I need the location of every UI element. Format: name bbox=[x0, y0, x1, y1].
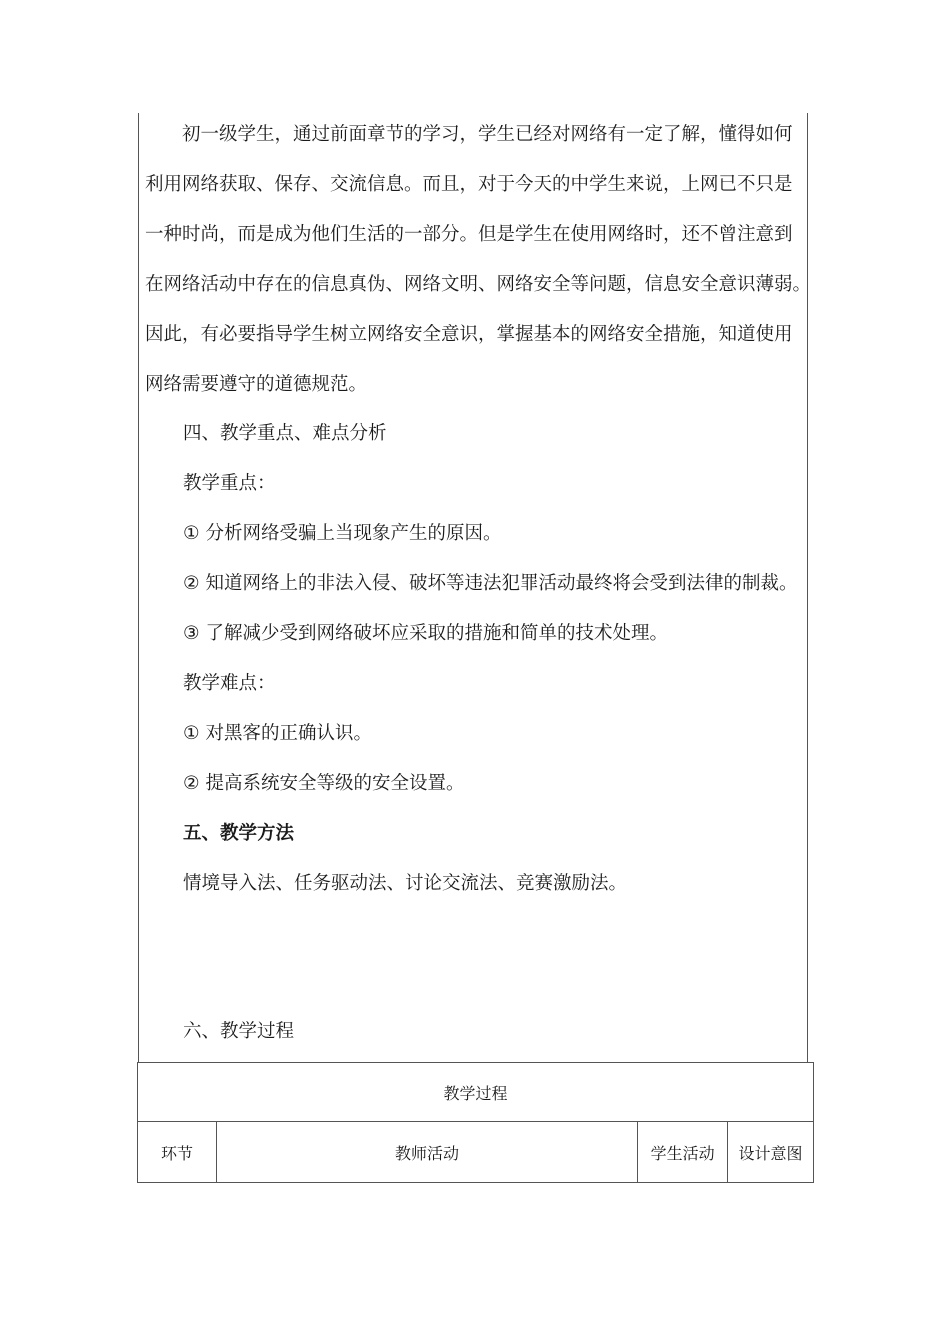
table-title-row bbox=[138, 1063, 814, 1122]
intro-line: 在网络活动中存在的信息真伪、网络文明、网络安全等问题，信息安全意识薄弱。 bbox=[145, 274, 812, 295]
difficulty-label: 教学难点： bbox=[183, 673, 276, 694]
table-header-row bbox=[138, 1122, 814, 1183]
column-header-teacher: 教师活动 bbox=[216, 1122, 637, 1183]
intro-line: 因此，有必要指导学生树立网络安全意识，掌握基本的网络安全措施，知道使用 bbox=[145, 324, 793, 345]
key-point-item: ③ 了解减少受到网络破坏应采取的措施和简单的技术处理。 bbox=[183, 623, 668, 644]
intro-line: 利用网络获取、保存、交流信息。而且，对于今天的中学生来说，上网已不只是 bbox=[145, 174, 793, 195]
column-header-intent: 设计意图 bbox=[728, 1122, 814, 1183]
key-points-label: 教学重点： bbox=[183, 473, 276, 494]
column-header-student: 学生活动 bbox=[638, 1122, 728, 1183]
table-title: 教学过程 bbox=[138, 1063, 814, 1122]
intro-line: 初一级学生，通过前面章节的学习，学生已经对网络有一定了解，懂得如何 bbox=[145, 124, 793, 145]
intro-line: 网络需要遵守的道德规范。 bbox=[145, 374, 368, 395]
key-point-item: ② 知道网络上的非法入侵、破坏等违法犯罪活动最终将会受到法律的制裁。 bbox=[183, 573, 798, 594]
section4-heading: 四、教学重点、难点分析 bbox=[183, 423, 387, 444]
key-point-item: ① 分析网络受骗上当现象产生的原因。 bbox=[183, 523, 502, 544]
column-header-stage: 环节 bbox=[138, 1122, 217, 1183]
difficulty-item: ② 提高系统安全等级的安全设置。 bbox=[183, 773, 465, 794]
section5-content: 情境导入法、任务驱动法、讨论交流法、竞赛激励法。 bbox=[183, 873, 628, 894]
section5-heading: 五、教学方法 bbox=[183, 823, 295, 844]
intro-line: 一种时尚，而是成为他们生活的一部分。但是学生在使用网络时，还不曾注意到 bbox=[145, 224, 793, 245]
section6-heading: 六、教学过程 bbox=[183, 1021, 295, 1042]
process-table bbox=[137, 1062, 814, 1183]
intro-paragraph bbox=[145, 110, 812, 410]
difficulty-item: ① 对黑客的正确认识。 bbox=[183, 723, 372, 744]
